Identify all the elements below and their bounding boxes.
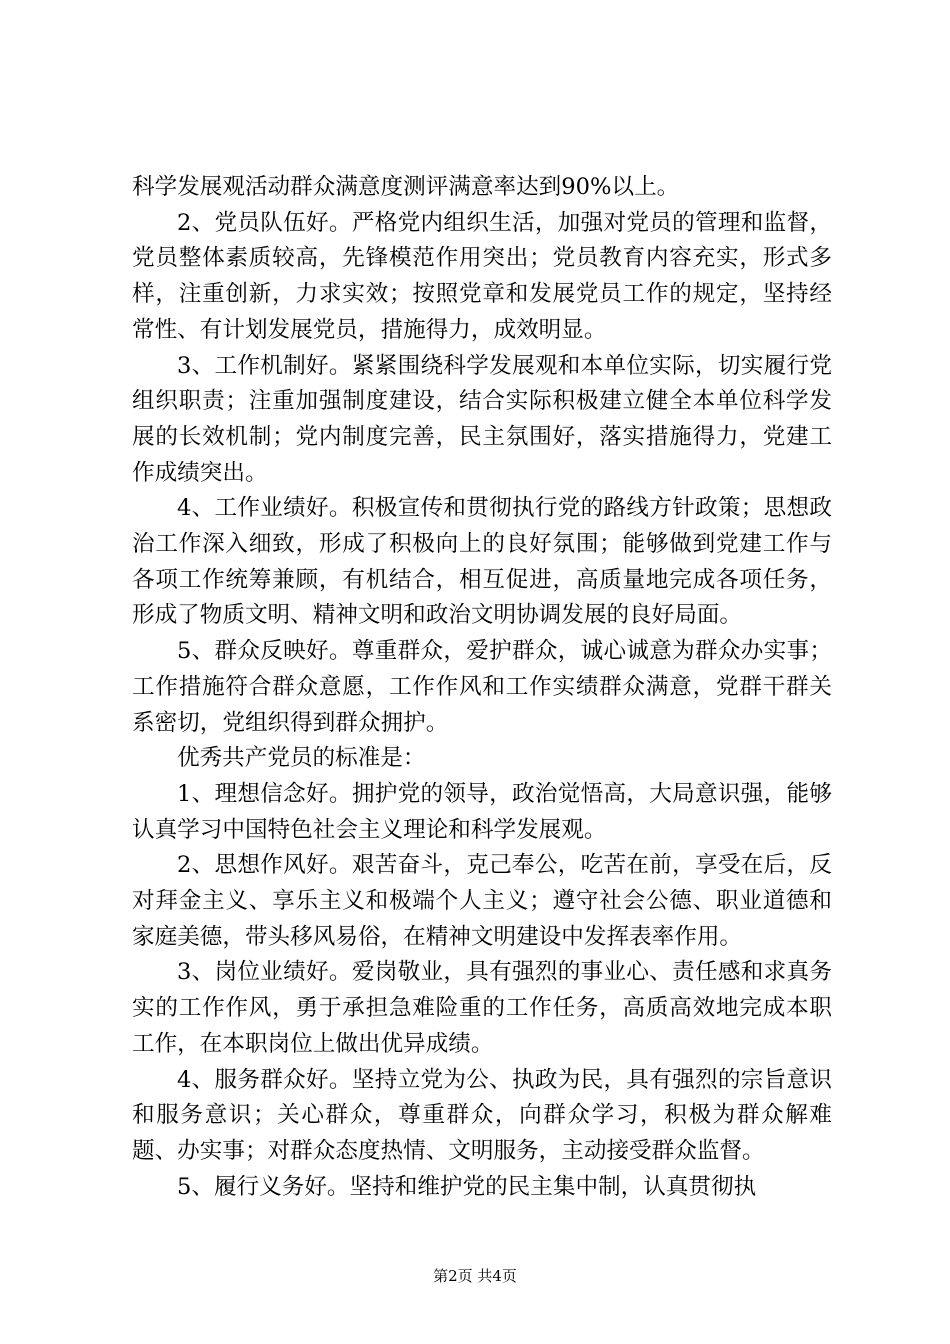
section-heading: 优秀共产党员的标准是：: [177, 745, 426, 772]
paragraph: 4、服务群众好。坚持立党为公、执政为民，具有强烈的宗旨意识和服务意识；关心群众，尊重群众，向群众学习，积极为群众解难题、办实事；对群众态度热情、文明服务，主动接受群众监督。: [132, 1066, 832, 1164]
paragraph: 4、工作业绩好。积极宣传和贯彻执行党的路线方针政策；思想政治工作深入细致，形成了积极向上的良好氛围；能够做到党建工作与各项工作统筹兼顾，有机结合，相互促进，高质量地完成各项任务，形成了物质文明、精神文明和政治文明协调发展的良好局面。: [132, 495, 832, 629]
document-body: [132, 170, 832, 1205]
paragraph: 1、理想信念好。拥护党的领导，政治觉悟高，大局意识强，能够认真学习中国特色社会主义理论和科学发展观。: [132, 780, 832, 843]
page-number-footer: 第2页 共4页: [433, 1267, 517, 1285]
paragraph: 科学发展观活动群众满意度测评满意率达到90%以上。: [132, 174, 680, 200]
paragraph: 3、岗位业绩好。爱岗敬业，具有强烈的事业心、责任感和求真务实的工作作风，勇于承担急难险重的工作任务，高质高效地完成本职工作，在本职岗位上做出优异成绩。: [132, 959, 832, 1057]
paragraph: 5、履行义务好。坚持和维护党的民主集中制，认真贯彻执: [177, 1173, 757, 1200]
paragraph: 2、党员队伍好。严格党内组织生活，加强对党员的管理和监督，党员整体素质较高，先锋模范作用突出；党员教育内容充实，形式多样，注重创新，力求实效；按照党章和发展党员工作的规定，坚持经常性、有计划发展党员，措施得力，成效明显。: [132, 209, 832, 343]
paragraph: 2、思想作风好。艰苦奋斗，克己奉公，吃苦在前，享受在后，反对拜金主义、享乐主义和极端个人主义；遵守社会公德、职业道德和家庭美德，带头移风易俗，在精神文明建设中发挥表率作用。: [132, 852, 832, 950]
paragraph: 5、群众反映好。尊重群众，爱护群众，诚心诚意为群众办实事；工作措施符合群众意愿，工作作风和工作实绩群众满意，党群干群关系密切，党组织得到群众拥护。: [132, 638, 832, 736]
paragraph: 3、工作机制好。紧紧围绕科学发展观和本单位实际，切实履行党组织职责；注重加强制度建设，结合实际积极建立健全本单位科学发展的长效机制；党内制度完善，民主氛围好，落实措施得力，党建工作成绩突出。: [132, 352, 832, 486]
